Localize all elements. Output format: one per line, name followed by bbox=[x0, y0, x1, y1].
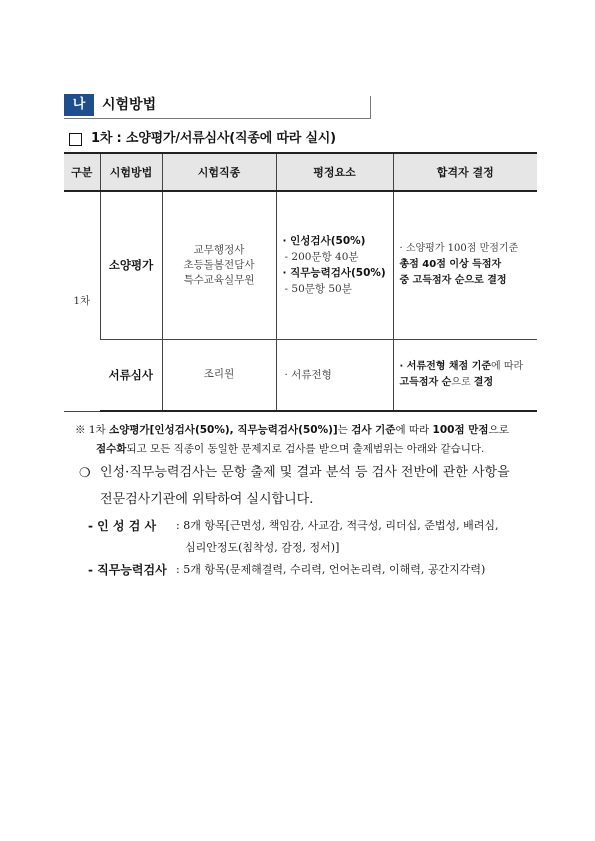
pass-criteria-line: 중 고득점자 순으로 결정 bbox=[399, 275, 507, 287]
header-pass: 합격자 결정 bbox=[393, 153, 537, 191]
dash-item-text: 심리안정도(침착성, 감정, 정서)] bbox=[185, 541, 340, 554]
job-cell bbox=[162, 339, 276, 411]
header-job: 시험직종 bbox=[162, 153, 276, 191]
section-underline bbox=[64, 118, 371, 119]
table-row bbox=[64, 339, 537, 411]
dash-item-label: - 인 성 검 사 bbox=[88, 519, 157, 533]
pass-criteria-text: 으로 bbox=[451, 376, 474, 388]
checkbox-icon bbox=[69, 133, 82, 146]
note-bold: 소양평가[인성검사(50%), 직무능력검사(50%)] bbox=[109, 424, 338, 436]
job-cell bbox=[162, 191, 276, 339]
job-name: 교무행정사 bbox=[193, 243, 245, 256]
eval-item-title: · 인성검사(50%) bbox=[282, 235, 366, 248]
exam-method-table bbox=[64, 152, 537, 412]
header-eval: 평정요소 bbox=[276, 153, 393, 191]
method-cell: 서류심사 bbox=[100, 339, 162, 411]
eval-item-title: · 직무능력검사(50%) bbox=[282, 267, 386, 280]
table-header-row bbox=[64, 153, 537, 191]
note-line bbox=[75, 422, 509, 438]
header-method: 시험방법 bbox=[100, 153, 162, 191]
table-row bbox=[64, 191, 537, 339]
dash-item-text: : 5개 항목(문제해결력, 수리력, 언어논리력, 이해력, 공간지각력) bbox=[176, 563, 486, 576]
pass-criteria-line: · 소양평가 100점 만점기준 bbox=[399, 243, 519, 255]
pass-cell bbox=[393, 339, 537, 411]
subheading: 1차 : 소양평가/서류심사(직종에 따라 실시) bbox=[91, 131, 336, 146]
job-name: 초등돌봄전담사 bbox=[183, 258, 255, 271]
note-bold: 검사 기준 bbox=[351, 424, 396, 436]
eval-cell bbox=[276, 191, 393, 339]
note-bold: 100점 만점 bbox=[432, 424, 489, 436]
note-line bbox=[96, 441, 484, 457]
pass-criteria-bold: 고득점자 순 bbox=[399, 376, 452, 388]
dash-item-text: : 8개 항목[근면성, 책임감, 사교감, 적극성, 리더십, 준법성, 배려심, bbox=[176, 519, 499, 532]
dash-item-label: - 직무능력검사 bbox=[88, 563, 167, 577]
pass-criteria-line: 총점 40점 이상 득점자 bbox=[399, 259, 502, 271]
note-text: 는 bbox=[337, 424, 352, 436]
job-name: 특수교육실무원 bbox=[183, 273, 255, 286]
section-badge: 나 bbox=[64, 94, 94, 116]
note-text: 에 따라 bbox=[395, 424, 433, 436]
note-text: 되고 모든 직종이 동일한 문제지로 검사를 받으며 출제범위는 아래와 같습니다. bbox=[126, 443, 485, 455]
eval-cell bbox=[276, 339, 393, 411]
pass-criteria-bold: 결정 bbox=[473, 376, 494, 388]
job-name: 조리원 bbox=[203, 368, 235, 381]
circle-note-line: 인성·직무능력검사는 문항 출제 및 결과 분석 등 검사 전반에 관한 사항을 bbox=[100, 465, 510, 480]
eval-item-detail: · 서류전형 bbox=[284, 368, 332, 381]
pass-criteria-text: 에 따라 bbox=[491, 360, 524, 372]
stage-cell: 1차 bbox=[64, 191, 100, 411]
note-mark: ※ 1차 bbox=[75, 424, 109, 436]
section-divider bbox=[370, 96, 371, 119]
circle-bullet-icon: ❍ bbox=[79, 466, 91, 481]
pass-cell bbox=[393, 191, 537, 339]
section-title: 시험방법 bbox=[102, 97, 157, 113]
pass-criteria-bold: · 서류전형 채점 기준 bbox=[399, 360, 492, 372]
header-gubun: 구분 bbox=[64, 153, 100, 191]
method-cell: 소양평가 bbox=[100, 191, 162, 339]
eval-item-detail: - 200문항 40분 bbox=[284, 251, 359, 264]
note-text: 으로 bbox=[488, 424, 509, 436]
circle-note-line: 전문검사기관에 위탁하여 실시합니다. bbox=[100, 492, 314, 507]
eval-item-detail: - 50문항 50분 bbox=[284, 283, 352, 296]
note-bold: 점수화 bbox=[96, 443, 127, 455]
